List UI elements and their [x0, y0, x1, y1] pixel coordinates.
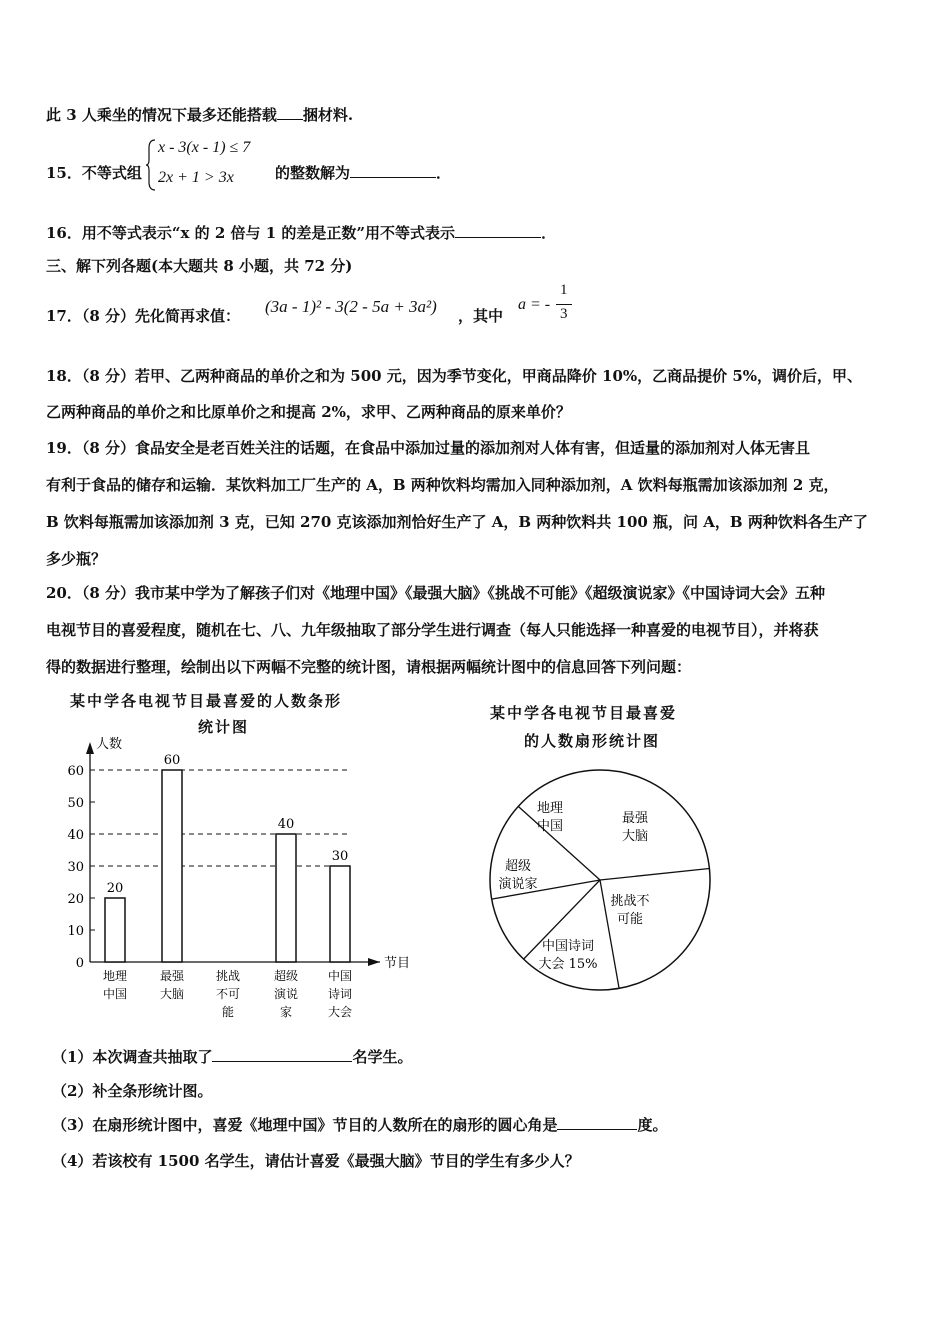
q15-tail: 的整数解为 ． [275, 164, 452, 182]
q15-inequality-1: x - 3(x - 1) ≤ 7 [158, 139, 251, 156]
category-label: 地理 [102, 969, 128, 983]
category-label: 大会 [327, 1005, 353, 1019]
q17 [46, 305, 240, 326]
q17-where: ，其中 [458, 307, 504, 325]
q20-line-1: 20．（8 分）我市某中学为了解孩子们对《地理中国》《最强大脑》《挑战不可能》《超级演说家》《中国诗词大会》五种 [46, 584, 826, 602]
bar [105, 898, 125, 962]
pie-chart-title-2: 的人数扇形统计图 [524, 732, 661, 750]
q19-line-2: 有利于食品的储存和运输．某饮料加工厂生产的 A，B 两种饮料均需加入同种添加剂，A 饮料每瓶需加该添加剂 2 克， [46, 476, 839, 494]
category-label: 家 [279, 1005, 293, 1019]
pie-slice-label: 演说家 [498, 877, 538, 892]
bar-chart-title-2: 统计图 [198, 718, 250, 736]
q15-label: 15．不等式组 [46, 164, 142, 182]
q20-sub3-text: （3）在扇形统计图中，喜爱《地理中国》节目的人数所在的扇形的圆心角是 [52, 1116, 558, 1134]
category-label: 超级 [273, 969, 299, 983]
pie-slice-label: 中国诗词 [541, 939, 595, 954]
pie-slice-label: 挑战不 [610, 894, 650, 909]
category-label: 诗词 [327, 987, 353, 1001]
q20-line-2: 电视节目的喜爱程度，随机在七、八、九年级抽取了部分学生进行调查（每人只能选择一种喜爱的电视节目），并将获 [46, 621, 819, 639]
q14-tail-text: 此 3 人乘坐的情况下最多还能搭载 [46, 106, 277, 124]
q15-tail-text: 的整数解为 [275, 164, 351, 182]
x-axis-arrow [368, 958, 380, 966]
q15-brace [146, 138, 156, 192]
q17-fraction-denominator: 3 [560, 306, 568, 322]
q20-sub3-blank[interactable] [557, 1115, 637, 1130]
y-tick-label: 0 [75, 956, 84, 971]
y-tick-label: 30 [67, 860, 84, 875]
pie-chart-title-1: 某中学各电视节目最喜爱 [490, 704, 678, 722]
q18-line-2: 乙两种商品的单价之和比原单价之和提高 2%，求甲、乙两种商品的原来单价？ [46, 403, 571, 421]
section-3-heading: 三、解下列各题(本大题共 8 小题，共 72 分) [46, 257, 353, 275]
q14-tail [46, 104, 353, 125]
category-label: 大脑 [159, 987, 185, 1001]
q19-line-3: B 饮料每瓶需加该添加剂 3 克，已知 270 克该添加剂恰好生产了 A，B 两种饮料共 100 瓶，问 A，B 两种饮料各生产了 [46, 513, 868, 531]
q20-sub3 [52, 1114, 667, 1135]
q19-line-1: 19．（8 分）食品安全是老百姓关注的话题，在食品中添加过量的添加剂对人体有害，但适量的添加剂对人体无害且 [46, 439, 811, 457]
y-axis-label: 人数 [96, 737, 123, 752]
y-tick-label: 20 [67, 892, 84, 907]
q17-fraction-bar [556, 304, 572, 305]
category-label: 最强 [159, 969, 185, 983]
q16-answer-blank[interactable] [455, 223, 541, 238]
q20-sub1-text: （1）本次调查共抽取了 [52, 1048, 213, 1066]
pie-slice-label: 中国 [536, 819, 564, 834]
category-label: 挑战 [215, 969, 241, 983]
bar-value-label: 20 [106, 881, 124, 896]
q18-line-1: 18．（8 分）若甲、乙两种商品的单价之和为 500 元，因为季节变化，甲商品降价 10%，乙商品提价 5%，调价后，甲、 [46, 367, 863, 385]
q19-line-4: 多少瓶？ [46, 550, 107, 568]
q16-text: 16．用不等式表示“x 的 2 倍与 1 的差是正数”用不等式表示 [46, 224, 456, 242]
y-tick-label: 50 [67, 796, 84, 811]
q17-label: 17．（8 分）先化简再求值： [46, 307, 241, 325]
y-axis-arrow [86, 742, 94, 754]
category-label: 中国 [327, 969, 353, 983]
pie-slice-label: 大会 15% [538, 957, 598, 972]
category-label: 演说 [273, 987, 299, 1001]
q17-fraction-numerator: 1 [560, 282, 568, 298]
q17-a-value: a = - [518, 296, 551, 313]
y-tick-label: 10 [67, 924, 84, 939]
q14-answer-blank[interactable] [277, 105, 303, 120]
bar-value-label: 40 [277, 817, 295, 832]
bar [276, 834, 296, 962]
pie-slice-label: 可能 [616, 912, 644, 927]
category-label: 中国 [102, 987, 128, 1001]
pie-slice-label: 地理 [536, 801, 564, 816]
q17-expression: (3a - 1)² - 3(2 - 5a + 3a²) [265, 297, 437, 316]
bar-chart-title-1: 某中学各电视节目最喜爱的人数条形 [70, 692, 343, 710]
pie-slice-label: 最强 [621, 811, 649, 826]
y-tick-label: 60 [67, 764, 84, 779]
y-tick-label: 40 [67, 828, 84, 843]
bar-value-label: 60 [163, 753, 181, 768]
bar-value-label: 30 [331, 849, 349, 864]
category-label: 不可 [215, 987, 241, 1001]
pie-chart [480, 760, 730, 1020]
q15-answer-blank[interactable] [350, 163, 436, 178]
q15-inequality-2: 2x + 1 > 3x [158, 169, 234, 186]
x-axis-label: 节目 [384, 956, 411, 971]
category-label: 能 [221, 1005, 235, 1019]
pie-slice-label: 大脑 [621, 829, 649, 844]
q20-sub1-blank[interactable] [212, 1047, 352, 1062]
q16: 16．用不等式表示“x 的 2 倍与 1 的差是正数”用不等式表示 ． [46, 224, 557, 242]
pie-slice-label: 超级 [504, 859, 532, 874]
q20-sub1-unit: 名学生。 [352, 1048, 413, 1066]
q20-line-3: 得的数据进行整理，绘制出以下两幅不完整的统计图，请根据两幅统计图中的信息回答下列问题： [46, 658, 692, 676]
q15 [46, 162, 142, 183]
q20-sub2: （2）补全条形统计图。 [52, 1082, 213, 1100]
q20-sub3-unit: 度。 [637, 1116, 668, 1134]
bar-chart [40, 730, 430, 1030]
bar [162, 770, 182, 962]
q20-sub1 [52, 1046, 412, 1067]
bar [330, 866, 350, 962]
q20-sub4: （4）若该校有 1500 名学生，请估计喜爱《最强大脑》节目的学生有多少人？ [52, 1152, 580, 1170]
q14-tail-unit: 捆材料. [302, 106, 354, 124]
